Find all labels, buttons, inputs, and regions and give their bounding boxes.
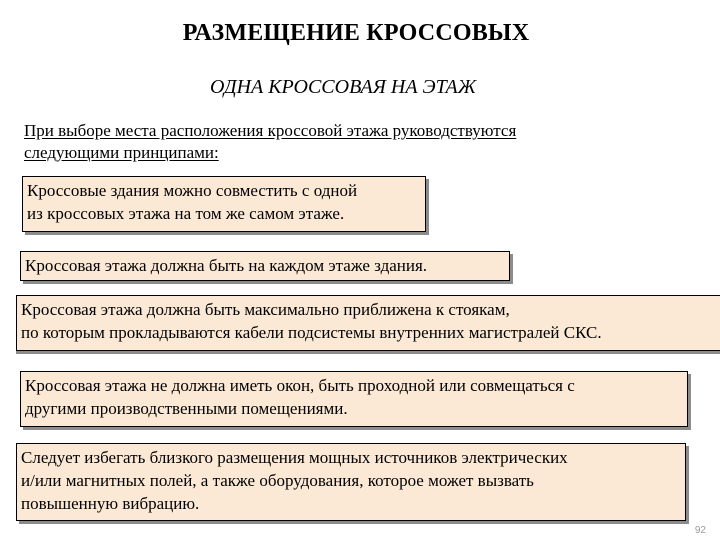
principle-box-4 — [20, 371, 688, 427]
principle-line: другими производственными помещениями. — [25, 399, 348, 418]
intro-line: При выборе места расположения кроссовой этажа руководствуются — [24, 121, 517, 140]
principle-box-5 — [16, 443, 686, 521]
principle-box-1 — [22, 176, 426, 232]
principle-line: повышенную вибрацию. — [21, 494, 200, 513]
principle-line: из кроссовых этажа на том же самом этаже. — [27, 204, 345, 223]
principle-line: и/или магнитных полей, а также оборудования, которое может вызвать — [21, 471, 534, 490]
principle-line: Кроссовые здания можно совместить с одной — [27, 181, 358, 200]
intro-text — [24, 120, 664, 164]
principle-line: по которым прокладываются кабели подсистемы внутренних магистралей СКС. — [21, 323, 602, 342]
principle-line: Следует избегать близкого размещения мощных источников электрических — [21, 448, 568, 467]
principle-line: Кроссовая этажа должна быть на каждом этаже здания. — [25, 256, 428, 275]
slide-title: РАЗМЕЩЕНИЕ КРОССОВЫХ — [182, 20, 530, 46]
principle-box-3 — [16, 295, 720, 351]
principle-box-2 — [20, 251, 510, 281]
principle-line: Кроссовая этажа не должна иметь окон, быть проходной или совмещаться с — [25, 376, 575, 395]
page-number: 92 — [694, 525, 706, 536]
principle-line: Кроссовая этажа должна быть максимально приближена к стоякам, — [21, 300, 510, 319]
intro-line: следующими принципами: — [24, 143, 219, 162]
slide-subtitle: ОДНА КРОССОВАЯ НА ЭТАЖ — [209, 76, 477, 98]
